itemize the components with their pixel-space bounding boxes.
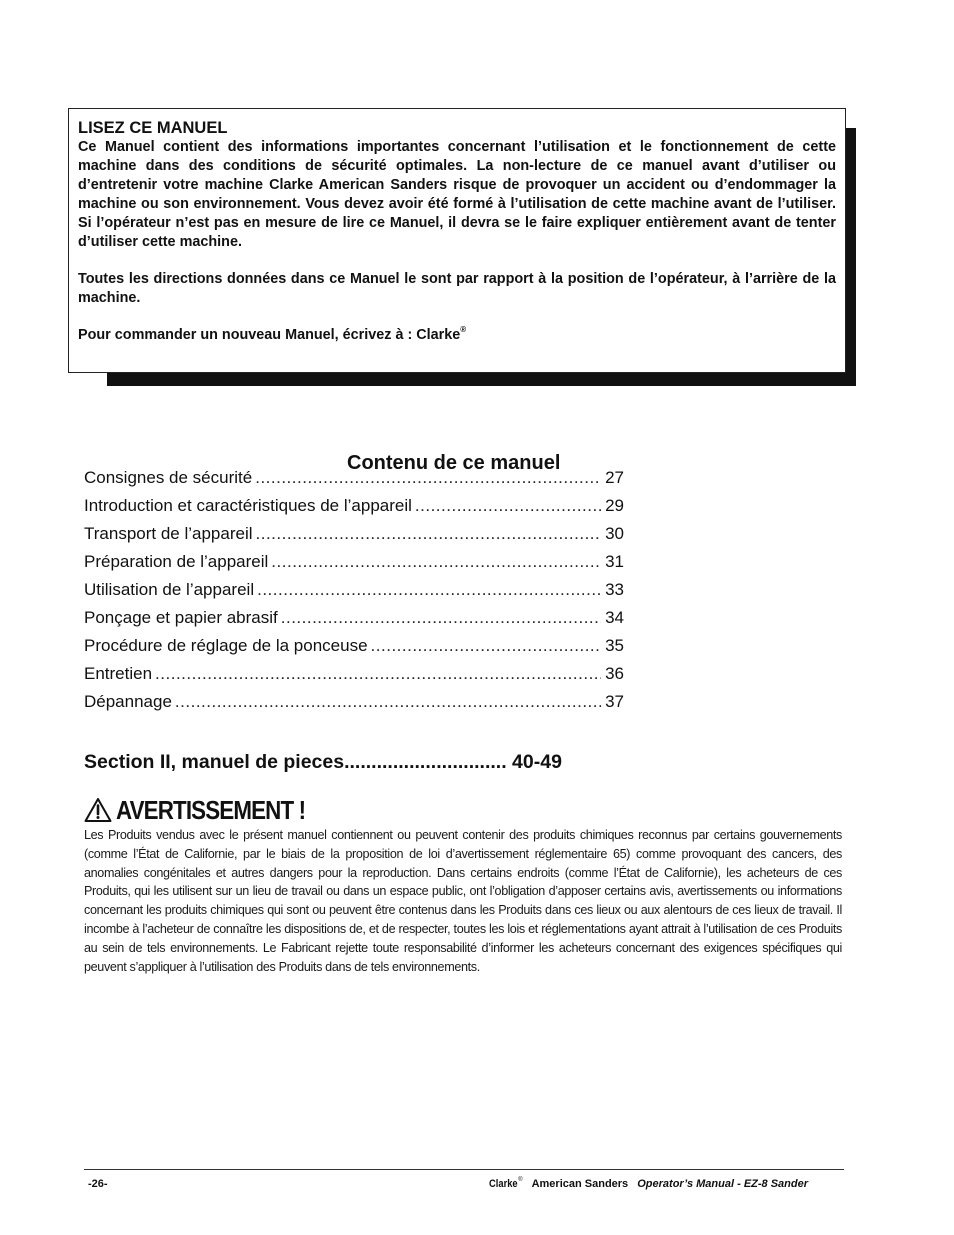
toc-row[interactable] xyxy=(84,689,624,717)
registered-mark: ® xyxy=(460,325,467,335)
toc-page-number: 27 xyxy=(605,468,624,487)
toc-item-label: Utilisation de l’appareil xyxy=(84,580,255,599)
toc-row[interactable] xyxy=(84,577,624,605)
warning-body: Les Produits vendus avec le présent manuel contiennent ou peuvent contenir des produits chimiques reconnus par certains gouvernements (comme l’État de Californie, par le biais de la proposition de loi d’avertissement réglementaire 65) comme provoquant des cancers, des anomalies congénitales et autres dangers pour la reproduction. Dans certains endroits (comme l’État de Californie), les acheteurs de ces Produits, qui les utilisent sur un lieu de travail ou dans un espace public, ont l’obligation d’apposer certains avis, avertissements ou informations concernant les produits chimiques qui sont ou peuvent être contenus dans les Produits dans ces lieux ou aux alentours de ces lieux de travail. Il incombe à l’acheteur de connaître les dispositions de, et de respecter, toutes les lois et réglementations ayant attrait à l’utilisation de ces Produits au sein de tels environnements. Le Fabricant rejette toute responsabilité d’informer les acheteurs concernant des exigences spécifiques qui peuvent s’appliquer à l’utilisation des Produits dans de tels environnements. xyxy=(84,828,842,974)
footer-divider xyxy=(84,1169,844,1170)
toc-page-number: 33 xyxy=(605,580,624,599)
notice-paragraph-1: Ce Manuel contient des informations importantes concernant l’utilisation et le fonctionnement de cette machine dans des conditions de sécurité optimales. La non-lecture de ce manuel avant d’utiliser ou d’entretenir votre machine Clarke American Sanders risque de provoquer un accident ou d’endommager la machine ou son environnement. Vous devez avoir été formé à l’utilisation de cette machine avant de l’utiliser. Si l’opérateur n’est pas en mesure de lire ce Manuel, il devra se le faire expliquer entièrement avant de tenter d’utiliser cette machine. xyxy=(78,139,836,250)
toc-page-number: 37 xyxy=(605,692,624,711)
footer-manual-name: Operator’s Manual - EZ-8 Sander xyxy=(637,1178,808,1190)
toc-leader-dots xyxy=(155,661,601,687)
toc-row[interactable] xyxy=(84,633,624,661)
toc-row[interactable] xyxy=(84,661,624,689)
footer-company: American Sanders xyxy=(531,1178,629,1190)
toc-leader-dots xyxy=(271,549,601,575)
footer-page-number: -26- xyxy=(88,1178,108,1190)
toc-item-label: Transport de l’appareil xyxy=(84,524,253,543)
toc-page-number: 30 xyxy=(605,524,624,543)
footer-brand: Clarke xyxy=(489,1178,519,1190)
toc-title: Contenu de ce manuel xyxy=(347,452,561,474)
toc-leader-dots xyxy=(371,633,602,659)
toc-page-number: 31 xyxy=(605,552,624,571)
toc-item-label: Introduction et caractéristiques de l’appareil xyxy=(84,496,412,515)
toc-leader-dots xyxy=(256,521,602,547)
toc-leader-dots xyxy=(415,493,601,519)
toc-item-label: Ponçage et papier abrasif xyxy=(84,608,278,627)
read-manual-notice xyxy=(68,108,846,373)
toc-leader-dots xyxy=(255,465,601,491)
footer-manual-title xyxy=(484,1178,808,1190)
warning-title: AVERTISSEMENT ! xyxy=(116,795,306,825)
section-2-parts-manual-link[interactable]: Section II, manuel de pieces.............................. 40-49 xyxy=(84,751,562,773)
toc-page-number: 29 xyxy=(605,496,624,515)
footer-registered-mark: ® xyxy=(518,1177,523,1183)
toc-leader-dots xyxy=(175,689,601,715)
toc-leader-dots xyxy=(257,577,601,603)
toc-row[interactable] xyxy=(84,465,624,493)
notice-order-text: Pour commander un nouveau Manuel, écrivez à : Clarke xyxy=(78,327,461,344)
toc-page-number: 36 xyxy=(605,664,624,683)
toc-item-label: Préparation de l’appareil xyxy=(84,552,269,571)
toc-row[interactable] xyxy=(84,521,624,549)
toc-item-label: Consignes de sécurité xyxy=(84,468,253,487)
toc-item-label: Entretien xyxy=(84,664,153,683)
warning-triangle-icon xyxy=(84,797,112,823)
toc-row[interactable] xyxy=(84,605,624,633)
toc-row[interactable] xyxy=(84,493,624,521)
table-of-contents xyxy=(84,465,624,717)
notice-heading: LISEZ CE MANUEL xyxy=(78,119,228,137)
toc-item-label: Procédure de réglage de la ponceuse xyxy=(84,636,368,655)
notice-paragraph-3 xyxy=(78,326,836,345)
toc-page-number: 35 xyxy=(605,636,624,655)
toc-leader-dots xyxy=(281,605,601,631)
notice-paragraph-2: Toutes les directions données dans ce Manuel le sont par rapport à la position de l’opérateur, à l’arrière de la machine. xyxy=(78,271,836,306)
toc-row[interactable] xyxy=(84,549,624,577)
toc-item-label: Dépannage xyxy=(84,692,172,711)
toc-page-number: 34 xyxy=(605,608,624,627)
warning-header xyxy=(84,795,336,825)
